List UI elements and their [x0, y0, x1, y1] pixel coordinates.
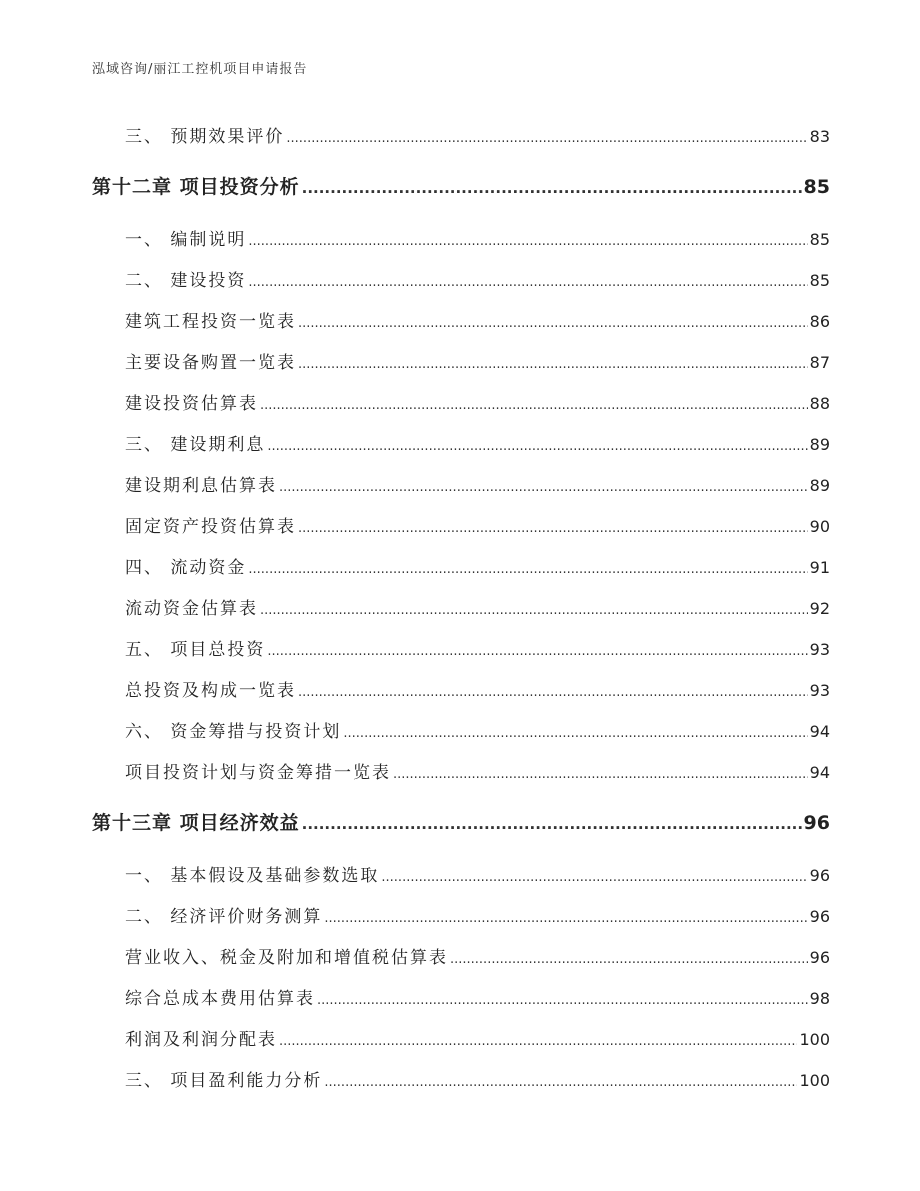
toc-entry-page: 91	[809, 558, 830, 577]
toc-entry-page: 93	[809, 640, 830, 659]
toc-entry-page: 90	[809, 517, 830, 536]
toc-chapter[interactable]	[92, 808, 830, 835]
toc-entry-page: 100	[799, 1030, 830, 1049]
toc-entry[interactable]	[92, 471, 830, 496]
toc-entry-label: 建设期利息估算表	[125, 476, 277, 496]
toc-chapter-label: 第十三章 项目经济效益	[92, 812, 300, 834]
toc-entry-label: 四、 流动资金	[125, 558, 247, 578]
toc-entry-label: 综合总成本费用估算表	[125, 989, 315, 1009]
toc-entry-page: 94	[809, 722, 830, 741]
toc-entry-label: 六、 资金筹措与投资计划	[125, 722, 342, 742]
toc-entry-page: 85	[809, 271, 830, 290]
toc-entry-label: 三、 项目盈利能力分析	[125, 1071, 323, 1091]
toc-entry[interactable]	[92, 943, 830, 968]
toc-entry-page: 96	[809, 948, 830, 967]
toc-entry-label: 三、 建设期利息	[125, 435, 266, 455]
toc-entry-page: 86	[809, 312, 830, 331]
toc-entry[interactable]	[92, 635, 830, 660]
toc-leader	[324, 1075, 797, 1090]
toc-entry-page: 89	[809, 476, 830, 495]
toc-entry-label: 主要设备购置一览表	[125, 353, 296, 373]
toc-entry-label: 利润及利润分配表	[125, 1030, 277, 1050]
toc-leader	[260, 603, 808, 618]
toc-entry-page: 100	[799, 1071, 830, 1090]
toc-chapter-page: 96	[803, 812, 830, 834]
toc-leader	[267, 644, 807, 659]
toc-entry[interactable]	[92, 861, 830, 886]
toc-entry[interactable]	[92, 307, 830, 332]
toc-chapter[interactable]	[92, 172, 830, 199]
toc-leader	[324, 911, 807, 926]
toc-entry[interactable]	[92, 266, 830, 291]
toc-entry-page: 85	[809, 230, 830, 249]
toc-entry-label: 二、 经济评价财务测算	[125, 907, 323, 927]
toc-entry[interactable]	[92, 430, 830, 455]
toc-entry-page: 92	[809, 599, 830, 618]
toc-entry-page: 96	[809, 866, 830, 885]
toc-entry[interactable]	[92, 1066, 830, 1091]
toc-entry[interactable]	[92, 758, 830, 783]
toc-entry[interactable]	[92, 512, 830, 537]
toc-entry[interactable]	[92, 676, 830, 701]
toc-entry[interactable]	[92, 594, 830, 619]
toc-entry-label: 营业收入、税金及附加和增值税估算表	[125, 948, 448, 968]
toc-leader	[298, 316, 808, 331]
toc-leader	[302, 815, 802, 833]
toc-entry[interactable]	[92, 984, 830, 1009]
toc-entry-label: 总投资及构成一览表	[125, 681, 296, 701]
toc-entry[interactable]	[92, 553, 830, 578]
toc-entry-page: 93	[809, 681, 830, 700]
toc-entry[interactable]	[92, 225, 830, 250]
toc-entry-label: 固定资产投资估算表	[125, 517, 296, 537]
toc-entry-page: 88	[809, 394, 830, 413]
toc-entry-page: 96	[809, 907, 830, 926]
toc-leader	[279, 1034, 797, 1049]
toc-entry-label: 流动资金估算表	[125, 599, 258, 619]
toc-leader	[302, 179, 802, 197]
toc-entry-page: 94	[809, 763, 830, 782]
toc-leader	[286, 131, 807, 146]
toc-entry[interactable]	[92, 1025, 830, 1050]
toc-leader	[248, 275, 807, 290]
toc-leader	[317, 993, 808, 1008]
toc-entry[interactable]	[92, 389, 830, 414]
toc-chapter-label: 第十二章 项目投资分析	[92, 176, 300, 198]
toc-entry[interactable]	[92, 122, 830, 147]
toc-leader	[450, 952, 808, 967]
toc-leader	[279, 480, 808, 495]
toc-leader	[393, 767, 808, 782]
toc-leader	[298, 685, 808, 700]
toc-leader	[267, 439, 807, 454]
toc-leader	[343, 726, 807, 741]
toc-entry-label: 建筑工程投资一览表	[125, 312, 296, 332]
toc-entry-label: 建设投资估算表	[125, 394, 258, 414]
toc-entry[interactable]	[92, 717, 830, 742]
page-header: 泓域咨询/丽江工控机项目申请报告	[92, 62, 308, 77]
toc-entry-label: 项目投资计划与资金筹措一览表	[125, 763, 391, 783]
toc-entry[interactable]	[92, 902, 830, 927]
toc-entry-label: 一、 编制说明	[125, 230, 247, 250]
toc-leader	[298, 357, 808, 372]
toc-leader	[248, 562, 807, 577]
toc-leader	[248, 234, 807, 249]
toc-leader	[298, 521, 808, 536]
toc-entry-label: 五、 项目总投资	[125, 640, 266, 660]
toc-leader	[260, 398, 808, 413]
toc-entry-page: 98	[809, 989, 830, 1008]
toc-entry-label: 一、 基本假设及基础参数选取	[125, 866, 380, 886]
toc-entry-label: 二、 建设投资	[125, 271, 247, 291]
toc-entry-page: 89	[809, 435, 830, 454]
toc-entry-page: 87	[809, 353, 830, 372]
toc-entry-label: 三、 预期效果评价	[125, 127, 285, 147]
toc-entry-page: 83	[809, 127, 830, 146]
toc-leader	[381, 870, 807, 885]
toc-entry[interactable]	[92, 348, 830, 373]
toc-chapter-page: 85	[803, 176, 830, 198]
